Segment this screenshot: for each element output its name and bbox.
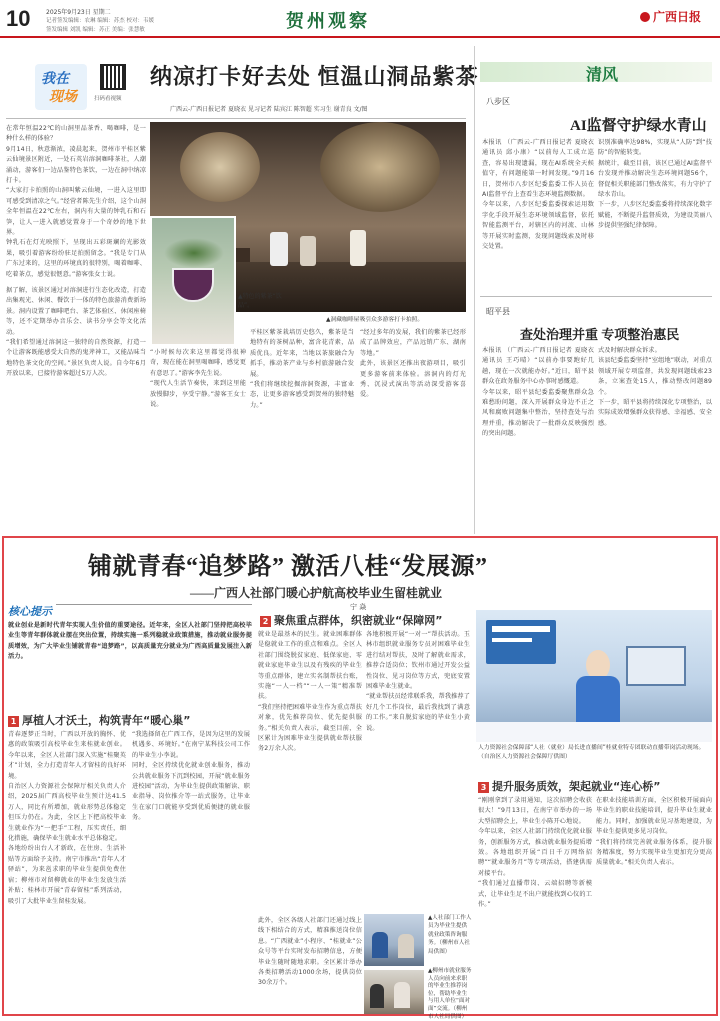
qingfeng-badge: 清风 [586, 67, 619, 84]
section-2-heading [260, 612, 460, 628]
date-line: 2025年9月23日 星期二 [46, 9, 111, 16]
babu-body-1: 本报讯 （广西云-广西日报记者 夏晓衣 通讯员 邱小康）“以前每人工成立巡查，容易出现遗漏，现在AI系统全天候值守，有问题能第一时间发现。”9月16日，贺州市八步区纪委监委工作人员在AI监督平台上查看生态环境监测数据。 今年以来，八步区纪委监委探索运用数字化手段开展生态环境领域监督，依托智能监测平台，对辖区内的河流、山林等开展实时监测，发现问题线索及时移交处置。 [482, 139, 594, 251]
zhaoping-body-2: 式及时解决群众诉求。 该县纪委监委坚持“室组地”联动，对重点领域开展专项监督，共发现问题线索23条，立案查处15人，推动整改问题89个。 下一步，昭平县将持续深化专项整治，以实际成效增强群众获得感、幸福感、安全感。 [598, 347, 712, 427]
consultation-photo-caption: ▲人社部门工作人员为毕业生提供就业政策咨询服务。（柳州市人社局供图） [428, 915, 472, 955]
top-left-byline: 广西云-广西日报记者 夏晓衣 见习记者 陆宾江 陈智超 实习生 谢青良 文/图 [170, 106, 368, 113]
top-left-headline: 纳凉打卡好去处 恒温山洞品紫茶 [150, 64, 479, 89]
badge-line-1: 我在 [41, 71, 69, 87]
mid-column-3: “经过多年的发展，我们的紫茶已经形成了品牌效应，产品远销广东、湖南等地。” 此外，该景区还推出夜游项目，吸引更多游客前来体验。溶洞内的灯光秀、沉浸式演出等活动深受游客喜爱。 [360, 329, 466, 399]
section-2-title: 聚焦重点群体，织密就业“保障网” [274, 614, 443, 627]
section-3-heading [478, 778, 710, 794]
section-3-title: 提升服务质效，架起就业“连心桥” [492, 780, 661, 793]
babu-body-2: 识别准确率达98%，实现从“人防”到“技防”的智能转变。 据统计，截至目前，该区已通过AI监督平台发现并推动解决生态环境问题56个，督促相关职能部门整改落实，有力守护了绿水青山。 下一步，八步区纪委监委将持续深化数字赋能，不断提升监督质效，为建设美丽八步提供坚强纪律保障。 [598, 139, 712, 230]
paper-logo [640, 6, 712, 28]
section-3-number: 3 [478, 782, 489, 793]
section-2-col-2: 各地积极开展“一对一”帮扶活动。玉林市组织就业服务专员对困难毕业生进行结对帮扶，及时了解就业需求，推荐合适岗位；钦州市通过开发公益性岗位、见习岗位等方式，兜底安置困难毕业生就业。 “就业帮扶员经常联系我，帮我推荐了好几个工作岗位，最后我找到了满意的工作。”来自脱贫家庭的毕业生小黄说。 [366, 631, 470, 732]
mid-column-1: “小时候每次来这里都觉得很神奇，现在能在洞里喝咖啡，感觉更有意思了。”游客李先生说。 “现代人生活节奏快，来到这里能放慢脚步，享受宁静。”游客王女士说。 [150, 349, 246, 409]
editor-line: 记者签发编辑：农琳 编辑：苏杰 校对：韦媛 [46, 18, 154, 24]
paper-logo-icon [640, 12, 650, 22]
lead-column-1: 在常年恒温22℃的山洞里品茶香、喝咖啡，是一种什么样的体验？ 9月14日，秋意渐浓，凌晨起来，贺州市平桂区紫云仙境景区附近，一处石英岩溶洞咖啡茶社，人潮涌动，游客们一边品鉴特色茶饮，一边在洞中纳凉打卡。 “大家打卡拍照的山洞叫紫云仙境，一进入这里即可感受到清凉之气。”经营者陈先生介绍，这个山洞全年恒温在22℃左右，洞内有大量的钟乳石和石笋，让人一进入就感觉置身于一个奇妙的地下世界。 钟乳石在灯光映照下，呈现出五彩斑斓的光影效果，吸引着游客纷纷驻足拍照留念。“我是专门从广东过来的，这里的环境真的很特别，喝着咖啡、吃着茶点，感觉很惬意。”游客张女士说。 [6, 125, 146, 278]
section-1-heading [8, 712, 252, 728]
section-1-col-1: 青春逐梦正当时，广西以开放的胸怀、优惠的政策吸引高校毕业生来桂就业创业。今年以来，全区人社部门深入实施“桂聚英才”计划，全力打造青年人才留桂的良好环境。 自治区人力资源社会保障厅相关负责人介绍，2025届广西高校毕业生预计达41.5万人，同比有所增加，就业形势总体稳定但压力仍在。为此，全区上下把高校毕业生就业作为“一把手”工程，压实责任，细化措施，确保毕业生就业水平总体稳定。 各地纷纷出台人才新政，在住房、生活补贴等方面给予支持。南宁市推出“青年人才驿站”，为来邕求职的毕业生提供免费住宿；柳州市对留柳就业的毕业生发放生活补贴；桂林市开展“青春留桂”系列活动，吸引了大批毕业生留桂发展。 [8, 731, 126, 905]
section-1-col-2: “我选择留在广西工作，是因为这里的发展机遇多、环境好。”在南宁某科技公司工作的毕业生小李说。 同时，全区持续优化就业创业服务，推动公共就业服务下沉到校园，开展“就业服务进校园”活动，为毕业生提供政策解读、职业指导、岗位推介等一站式服务，让毕业生在家门口就能享受到优质便捷的就业服务。 [132, 731, 250, 822]
editor-line-2: 签发编辑 刘凯 编辑：苏正 美编：张慧敏 [46, 27, 145, 33]
lead-column-2: 据了解，该景区通过对溶洞进行生态化改造，打造出集观光、休闲、餐饮于一体的特色旅游消费新场景。洞内设置了咖啡吧台、茶艺体验区、休闲座椅等，还不定期举办音乐会、读书分享会等文化活动。 “我们希望通过溶洞这一独特的自然资源，打造一个让游客既能感受大自然的鬼斧神工，又能品味当地特色茶文化的空间。”景区负责人说。自今年6月开放以来，已接待游客超过5万人次。 [6, 287, 146, 378]
section-2-number: 2 [260, 616, 271, 627]
core-tip-label: 核心提示 [8, 603, 56, 619]
section-2-col-1: 就业是最基本的民生。就业困难群体是稳就业工作的重点和难点。全区人社部门围绕脱贫家庭、低保家庭、零就业家庭毕业生以及有残疾的毕业生等重点群体，建立实名制帮扶台账，实施“一人一档”“一人一策”精准帮扶。 “我们坚持把困难毕业生作为重点帮扶对象，优先推荐岗位、优先提供服务。”相关负责人表示，截至目前，全区累计为困难毕业生提供就业帮扶服务2万余人次。 [258, 631, 362, 753]
consultation-photo [364, 914, 424, 966]
tea-photo-caption: ▲特色的紫茶“饮品”。 [238, 293, 282, 309]
video-qr-code[interactable] [100, 64, 126, 90]
paper-name: 广西日报 [653, 10, 702, 24]
section-title: 贺州观察 [286, 11, 370, 31]
feature-subhead: ——广西人社部门暖心护航高校毕业生留桂就业 [190, 586, 443, 600]
livestream-photo [476, 610, 712, 742]
page-number: 10 [6, 6, 31, 31]
feature-author: 宁 焱 [350, 603, 367, 611]
section-3-col-2: 在职业技能培训方面，全区积极开展面向毕业生的职业技能培训，提升毕业生就业能力。同时，加强就业见习基地建设，为毕业生提供更多见习岗位。 “我们将持续完善就业服务体系，提升服务精准度，努力实现毕业生更加充分更高质量就业。”相关负责人表示。 [596, 797, 712, 867]
cave-photo-caption: ▲洞藏咖啡屋吸引众多游客打卡拍照。 [326, 317, 424, 323]
section-1-number: 1 [8, 716, 19, 727]
section-2-col-3: 此外，全区各级人社部门还通过线上线下相结合的方式，精准推送岗位信息。“广西就业”小程序、“桂就业”公众号等平台实时发布招聘信息，方便毕业生随时随地求职。全区累计举办各类招聘活动1000余场，提供岗位30余万个。 [258, 917, 362, 987]
mid-column-2: 平桂区紫茶栽培历史悠久，紫茶是当地特有的茶树品种，富含花青素，品质优良。近年来，当地以茶旅融合为抓手，推动茶产业与乡村旅游融合发展。 “我们将继续挖掘溶洞资源，丰富业态，让更多游客感受到贺州的独特魅力。” [250, 329, 354, 409]
feature-headline: 铺就青春“追梦路” 激活八桂“发展源” [88, 554, 488, 580]
qr-label: 扫码看视频 [94, 96, 122, 102]
badge-line-2: 现场 [49, 89, 77, 105]
headline-ai-supervision: AI监督守护绿水青山 [570, 118, 707, 134]
zhaoping-body-1: 本报讯 （广西云-广西日报记者 夏晓衣 通讯员 王巧晴）“以前办事要跑好几趟，现在一次就能办好。”近日，昭平县群众在政务服务中心办事时感慨道。 今年以来，昭平县纪委监委聚焦群众急难愁盼问题，深入开展群众身边不正之风和腐败问题集中整治，坚持查处与治理并重，推动解决了一批群众反映强烈的突出问题。 [482, 347, 594, 438]
core-tip-text: 就业创业是新时代青年实现人生价值的重要途径。近年来，全区人社部门坚持把高校毕业生等青年群体就业摆在突出位置，持续实施一系列稳就业政策措施，推动就业服务提质增效，为广大毕业生铺就青春“追梦路”，以高质量充分就业为广西高质量发展注入新活力。 [8, 622, 252, 661]
purple-tea-photo [150, 216, 236, 346]
headline-special-rectification: 查处治理并重 专项整治惠民 [520, 327, 680, 342]
section-1-title: 厚植人才沃土，构筑青年“暖心巢” [22, 714, 191, 727]
badge-at-scene [35, 64, 87, 110]
livestream-caption: 人力资源社会保障部“人社（就业）局长进直播间”桂就业特专团联动直播带岗活动现场。（自治区人力资源社会保障厅供图） [478, 745, 705, 760]
county-babu: 八步区 [486, 97, 510, 106]
core-tip-box [8, 604, 252, 704]
county-zhaoping: 昭平县 [486, 307, 510, 316]
job-recommend-caption: ▲柳州市就业服务人员向前来求职的毕业生推荐岗位，帮助毕业生与用人单位“面对面”交流。（柳州市人社局供图） [428, 968, 472, 1020]
job-recommend-photo [364, 970, 424, 1014]
page-header [0, 0, 720, 38]
section-3-col-1: “刚刚拿到了录用通知，这次招聘会收获很大！”9月13日，在南宁市举办的一场大型招聘会上，毕业生小陈开心地说。 今年以来，全区人社部门持续优化就业服务，创新服务方式，推动就业服务提质增效。各地组织开展“百日千万网络招聘”“就业服务月”等专项活动，搭建供需对接平台。 “我们通过直播带岗、云端招聘等新模式，让毕业生足不出户就能找到心仪的工作。” [478, 797, 592, 909]
